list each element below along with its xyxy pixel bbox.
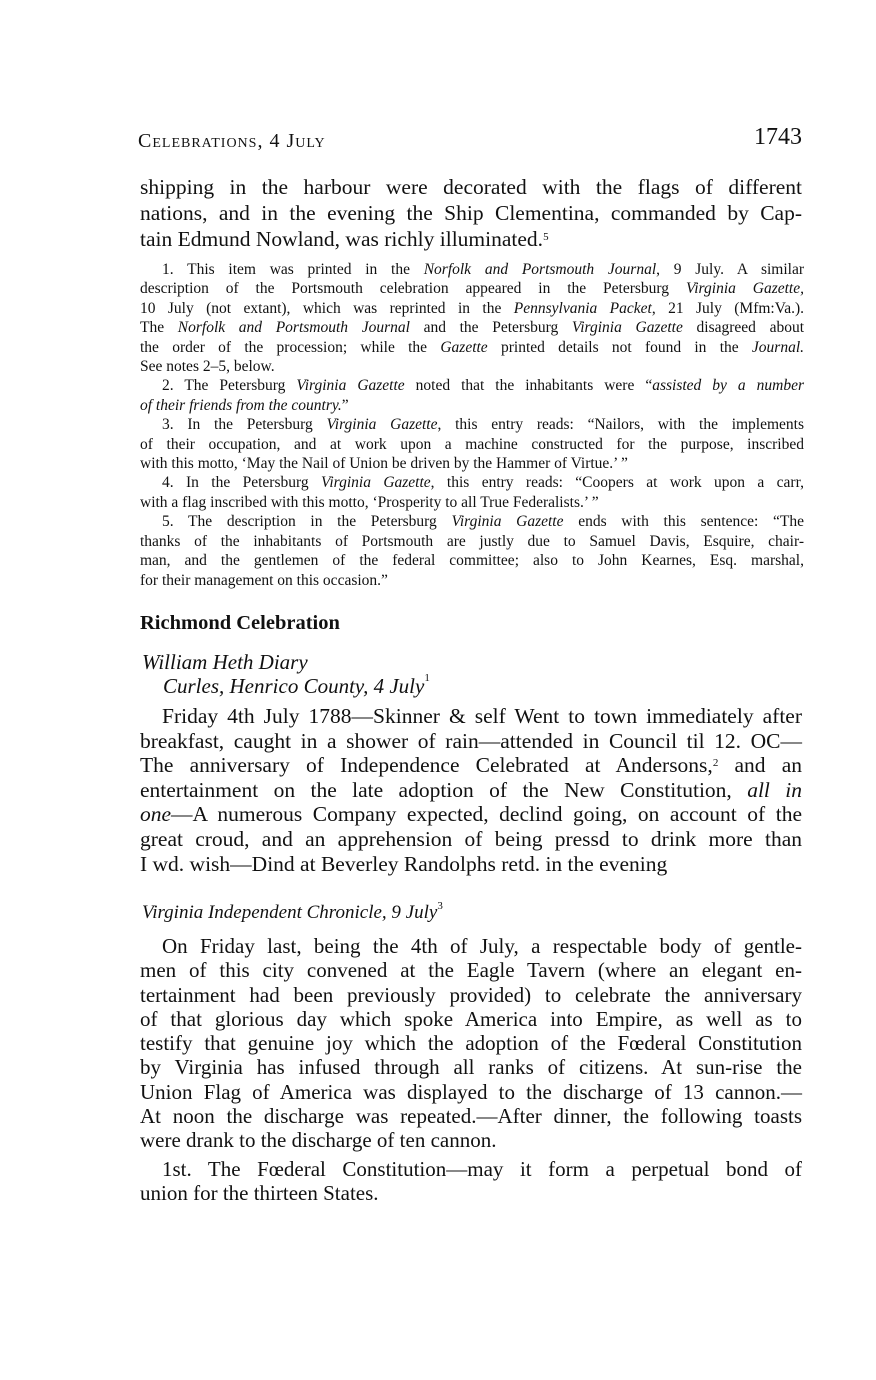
footnote-ref: 2 [712,757,719,770]
chronicle-paragraph: On Friday last, being the 4th of July, a respectable body of gentle- men of this city convened at the Eagle Tavern (where an elegant en- tertainment had been previously provided) to celebrate the anniversary of that glorious day which spoke America into Empire, as well as to testify that genuine joy which the adoption of the Fœderal Constitution by Virginia has infused through all ranks of citizens. At sun-rise the Union Flag of America was displayed to the discharge of 13 cannon.— At noon the discharge was repeated.—After dinner, the following toasts were drank to the discharge of ten cannon. 1st. The Fœderal Constitution—may it form a perpetual bond of union for the thirteen States. [140,934,802,1205]
footnote-5: 5. The description in the Petersburg Virginia Gazette ends with this sentence: “The thanks of the inhabitants of Portsmouth are justly due to Samuel Davis, Esquire, chair- man, and the gentlemen of the federal committee; also to John Kearnes, Esq. marshal, for their management on this occasion.” [140,513,804,589]
footnote-2: 2. The Petersburg Virginia Gazette noted that the inhabitants were “assisted by a number of their friends from the country.” [140,377,804,414]
document-dateline: Curles, Henrico County, 4 July$^1$ [163,672,430,698]
footnote-1: 1. This item was printed in the Norfolk and Portsmouth Journal, 9 July. A similar description of the Portsmouth celebration appeared in the Petersburg Virginia Gazette, 10 July (not extant), which was reprinted in the Pennsylvania Packet, 21 July (Mfm:Va.). The Norfolk and Portsmouth Journal and the Petersburg Virginia Gazette disagreed about the order of the procession; while the Gazette printed details not found in the Journal. See notes 2–5, below. [140,261,805,376]
section-title: Richmond Celebration [140,612,340,634]
document-title: William Heth Diary [142,650,308,674]
footnote-3: 3. In the Petersburg Virginia Gazette, this entry reads: “Nailors, with the implements of their occupation, and at work upon a machine constructed for the purpose, inscribed with this motto, ‘May the Nail of Union be driven by the Hammer of Virtue.’ ” [140,416,805,473]
page-header [138,124,802,158]
text-line: tain Edmund Nowland, was richly illuminated.$^5$ [140,227,549,251]
text-line: nations, and in the evening the Ship Clementina, commanded by Cap- [140,201,802,225]
text-line: shipping in the harbour were decorated with the flags of different [140,175,802,199]
footnote-4: 4. In the Petersburg Virginia Gazette, this entry reads: “Coopers at work upon a carr, with a flag inscribed with this motto, ‘Prosperity to all True Federalists.’ ” [140,474,804,511]
diary-paragraph: Friday 4th July 1788—Skinner & self Went to town immediately after breakfast, caught in a shower of rain—attended in Council til 12. OC— The anniversary of Independence Celebrated at Andersons,$^2$ and an entertainment on the late adoption of the New Constitution, all in one—A numerous Company expected, declind going, on account of the great croud, and an apprehension of being pressd to drink more than I wd. wish—Dind at Beverley Randolphs retd. in the evening [140,704,802,876]
footnote-ref: 5 [543,231,549,243]
running-head: Celebrations, 4 July [138,130,326,152]
footnote-ref: 3 [437,900,443,912]
footnote-ref: 1 [424,672,430,684]
document-title: Virginia Independent Chronicle, 9 July$^3$ [142,900,443,923]
continuation-paragraph [140,174,802,252]
page-number: 1743 [754,124,802,150]
footnotes [140,260,804,590]
